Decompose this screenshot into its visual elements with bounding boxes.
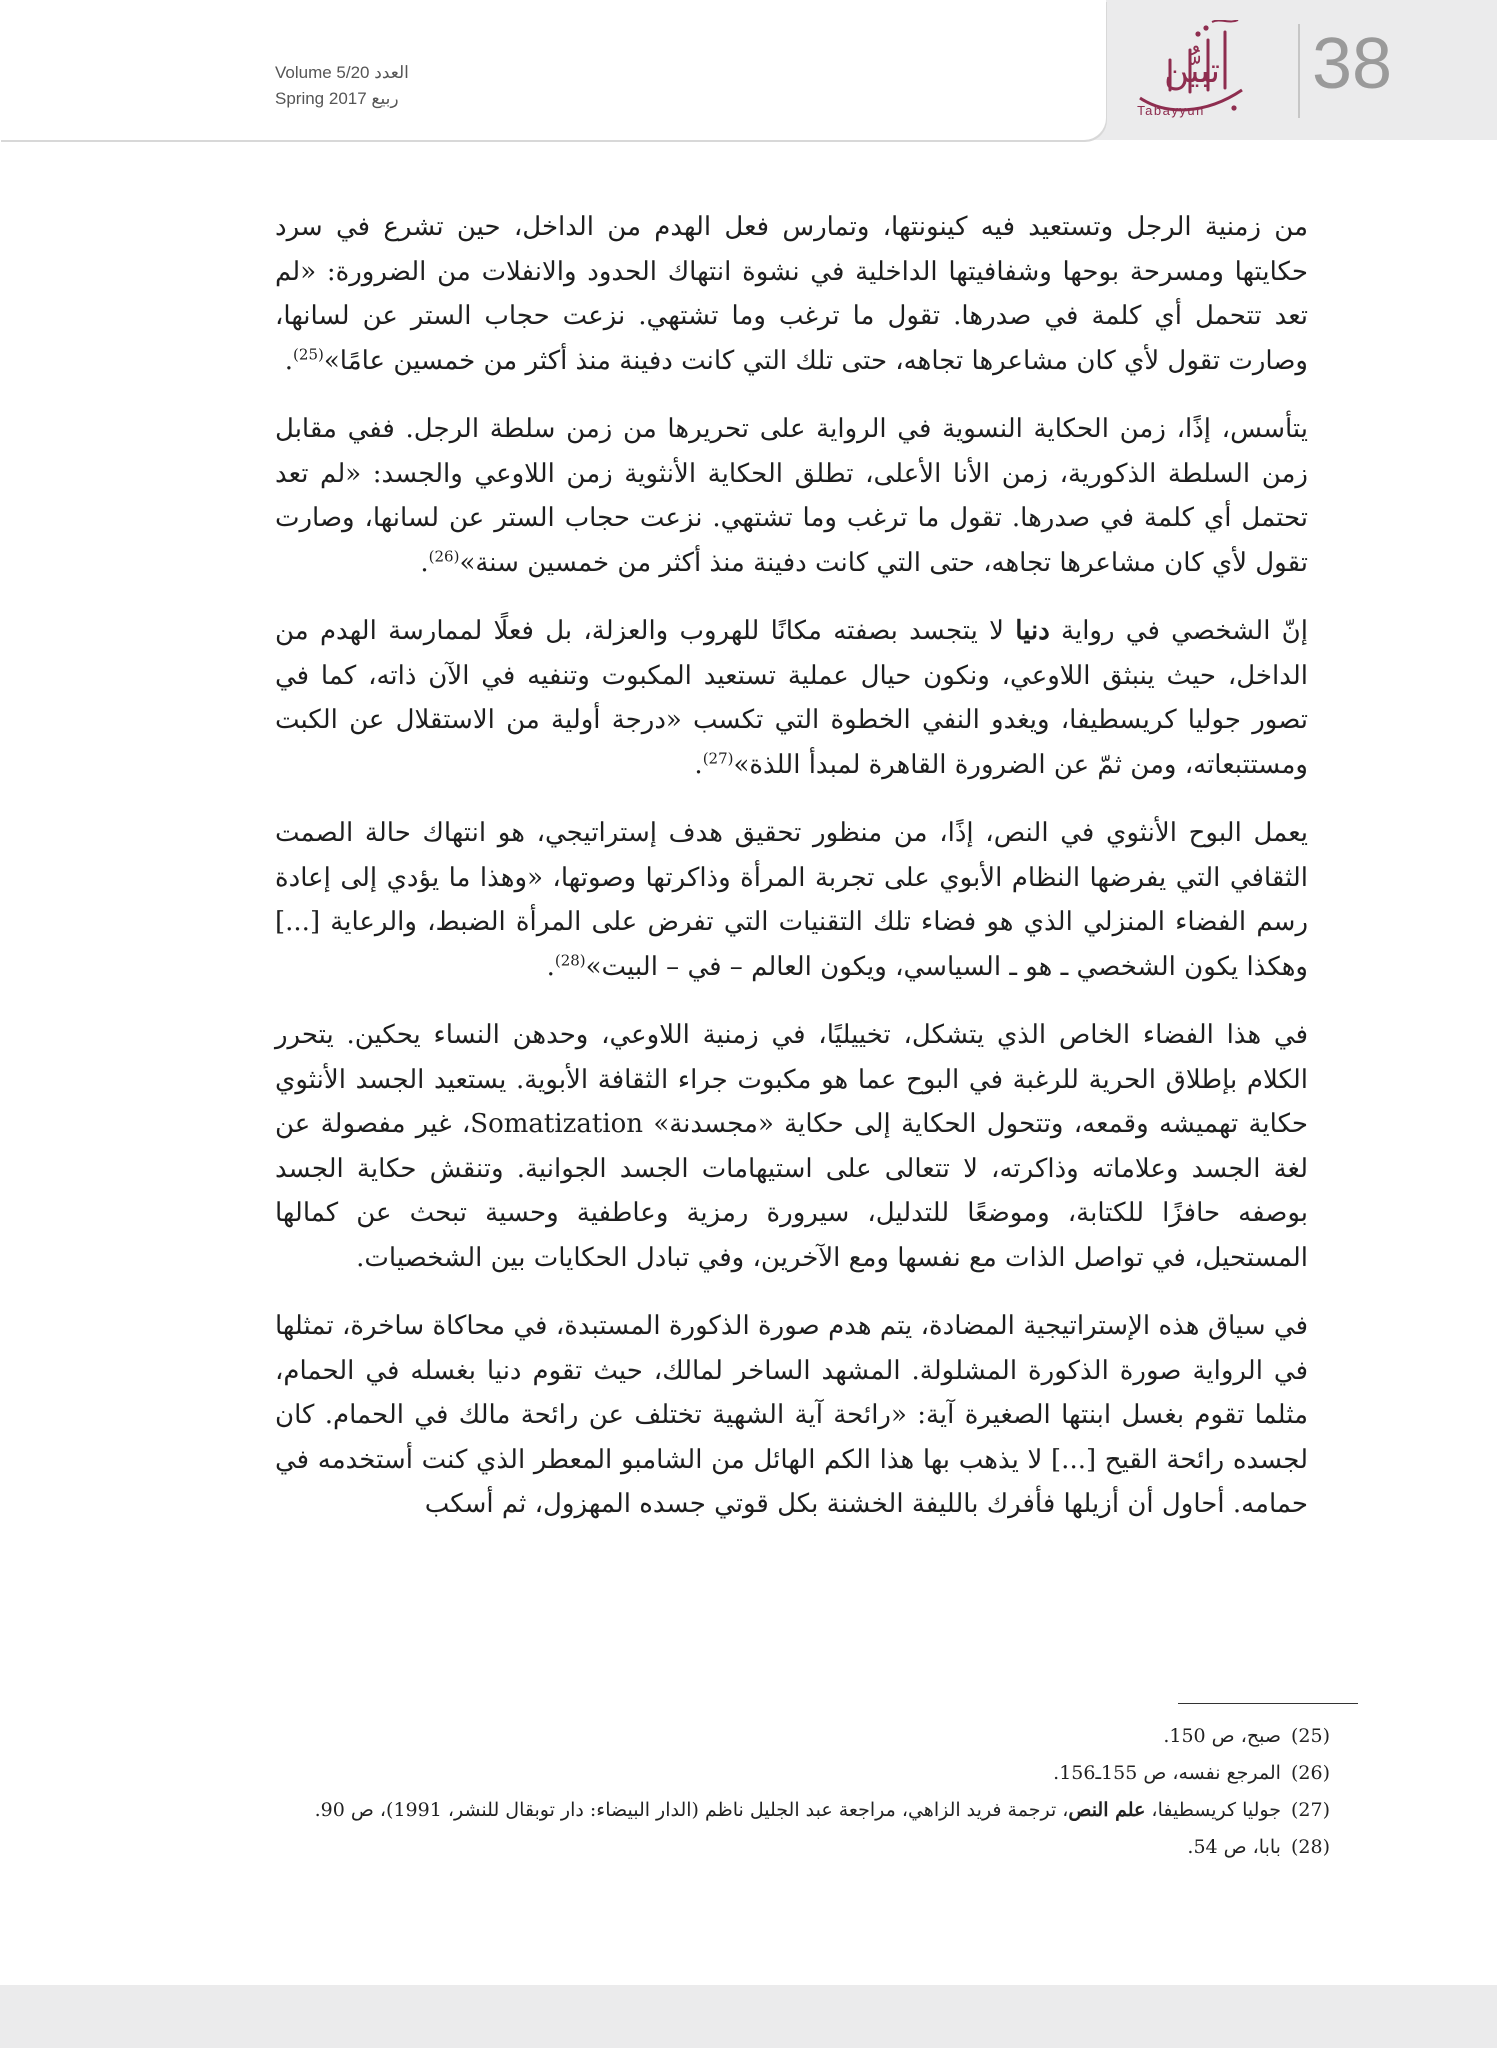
paragraph-1: من زمنية الرجل وتستعيد فيه كينونتها، وتمارس فعل الهدم من الداخل، حين تشرع في سرد حكايتها ومسرحة بوحها وشفافيتها الداخلية في نشوة انتهاك الحدود والانفلات من الضرورة: «لم تعد تتحمل أي كلمة في صدرها. تقول ما ترغب وما تشتهي. نزعت حجاب الستر عن لسانها، وصارت تقول لأي كان مشاعرها تجاهه، حتى تلك التي كانت دفينة منذ أكثر من خمسين عامًا»$^{(25)}$. bbox=[275, 212, 1308, 376]
paragraph-5: في هذا الفضاء الخاص الذي يتشكل، تخييليًا، في زمنية اللاوعي، وحدهن النساء يحكين. يتحرر الكلام بإطلاق الحرية للرغبة في البوح عما هو مكبوت جراء الثقافة الأبوية. يستعيد الجسد الأنثوي حكاية تهميشه وقمعه، وتتحول الحكاية إلى حكاية «مجسدنة» Somatization، غير مفصولة عن لغة الجسد وعلاماته وذاكرته، لا تتعالى على استيهامات الجسد الجوانية. وتنقش حكاية الجسد بوصفه حافزًا للكتابة، وموضعًا للتدليل، سيرورة رمزية وعاطفية وحسية تبحث عن كمالها المستحيل، في تواصل الذات مع نفسها ومع الآخرين، وفي تبادل الحكايات بين الشخصيات. bbox=[275, 1020, 1309, 1273]
footnotes bbox=[275, 1718, 1330, 1866]
logo-latin-text: Tabayyun bbox=[1137, 103, 1205, 118]
logo-arabic-text: تبيُّن bbox=[1164, 51, 1220, 91]
paragraph-3: إنّ الشخصي في رواية دنيا لا يتجسد بصفته مكانًا للهروب والعزلة، بل فعلًا لممارسة الهدم من الداخل، حيث ينبثق اللاوعي، ونكون حيال عملية تستعيد المكبوت وتنفيه في الآن ذاته، كما في تصور جوليا كريسطيفا، ويغدو النفي الخطوة التي تكسب «درجة أولية من الاستقلال عن الكبت ومستتبعاته، ومن ثمّ عن الضرورة القاهرة لمبدأ اللذة»$^{(27)}$. bbox=[275, 616, 1309, 780]
footnote-26: (26)المرجع نفسه، ص 155ـ156. bbox=[1053, 1762, 1330, 1784]
paragraph-4: يعمل البوح الأنثوي في النص، إذًا، من منظور تحقيق هدف إستراتيجي، هو انتهاك حالة الصمت الثقافي التي يفرضها النظام الأبوي على تجربة المرأة وذاكرتها وصوتها، «وهذا ما يؤدي إلى إعادة رسم الفضاء المنزلي الذي هو فضاء تلك التقنيات التي تفرض على المرأة الضبط، والرعاية [...] وهكذا يكون الشخصي ـ هو ـ السياسي، ويكون العالم – في – البيت»$^{(28)}$. bbox=[275, 818, 1308, 982]
article-body bbox=[275, 205, 1308, 1551]
footnote-ref-28[interactable]: (28) bbox=[554, 950, 586, 969]
footer-band bbox=[0, 1985, 1497, 2048]
book-title: علم النص bbox=[1068, 1799, 1146, 1821]
paragraph-6: في سياق هذه الإستراتيجية المضادة، يتم هدم صورة الذكورة المستبدة، في محاكاة ساخرة، تمثلها في الرواية صورة الذكورة المشلولة. المشهد الساخر لمالك، حيث تقوم دنيا بغسله في الحمام، مثلما تقوم بغسل ابنتها الصغيرة آية: «رائحة آية الشهية تختلف عن رائحة مالك في الحمام. كان لجسده رائحة القيح [...] لا يذهب بها هذا الكم الهائل من الشامبو المعطر الذي كنت أستخدمه في حمامه. أحاول أن أزيلها فأفرك بالليفة الخشنة بكل قوتي جسده المهزول، ثم أسكب bbox=[275, 1311, 1308, 1519]
footnote-ref-25[interactable]: (25) bbox=[293, 344, 324, 363]
header-white-panel bbox=[0, 0, 1106, 140]
issue-volume: Volume 5/20 العدد bbox=[275, 63, 409, 82]
issue-season: Spring 2017 ربيع bbox=[275, 89, 399, 108]
footnote-25: (25)صبح، ص 150. bbox=[1163, 1725, 1330, 1747]
footnote-separator bbox=[1178, 1703, 1358, 1704]
footnote-ref-26[interactable]: (26) bbox=[428, 546, 460, 565]
issue-info bbox=[275, 60, 409, 112]
footnote-ref-27[interactable]: (27) bbox=[702, 748, 734, 767]
novel-title: دنيا bbox=[1015, 616, 1050, 646]
paragraph-2: يتأسس، إذًا، زمن الحكاية النسوية في الرواية على تحريرها من زمن سلطة الرجل. ففي مقابل زمن السلطة الذكورية، زمن الأنا الأعلى، تطلق الحكاية الأنثوية زمن اللاوعي والجسد: «لم تعد تحتمل أي كلمة في صدرها. تقول ما ترغب وما تشتهي. نزعت حجاب الستر عن لسانها، وصارت تقول لأي كان مشاعرها تجاهه، حتى التي كانت دفينة منذ أكثر من خمسين سنة»$^{(26)}$. bbox=[275, 414, 1308, 578]
footnote-28: (28)بابا، ص 54. bbox=[1187, 1836, 1330, 1858]
header-divider bbox=[1298, 24, 1300, 118]
footnote-27: (27)جوليا كريسطيفا، علم النص، ترجمة فريد الزاهي، مراجعة عبد الجليل ناظم (الدار البيضاء: دار توبقال للنشر، 1991)، ص 90. bbox=[314, 1799, 1330, 1821]
page-number: 38 bbox=[1312, 24, 1393, 104]
